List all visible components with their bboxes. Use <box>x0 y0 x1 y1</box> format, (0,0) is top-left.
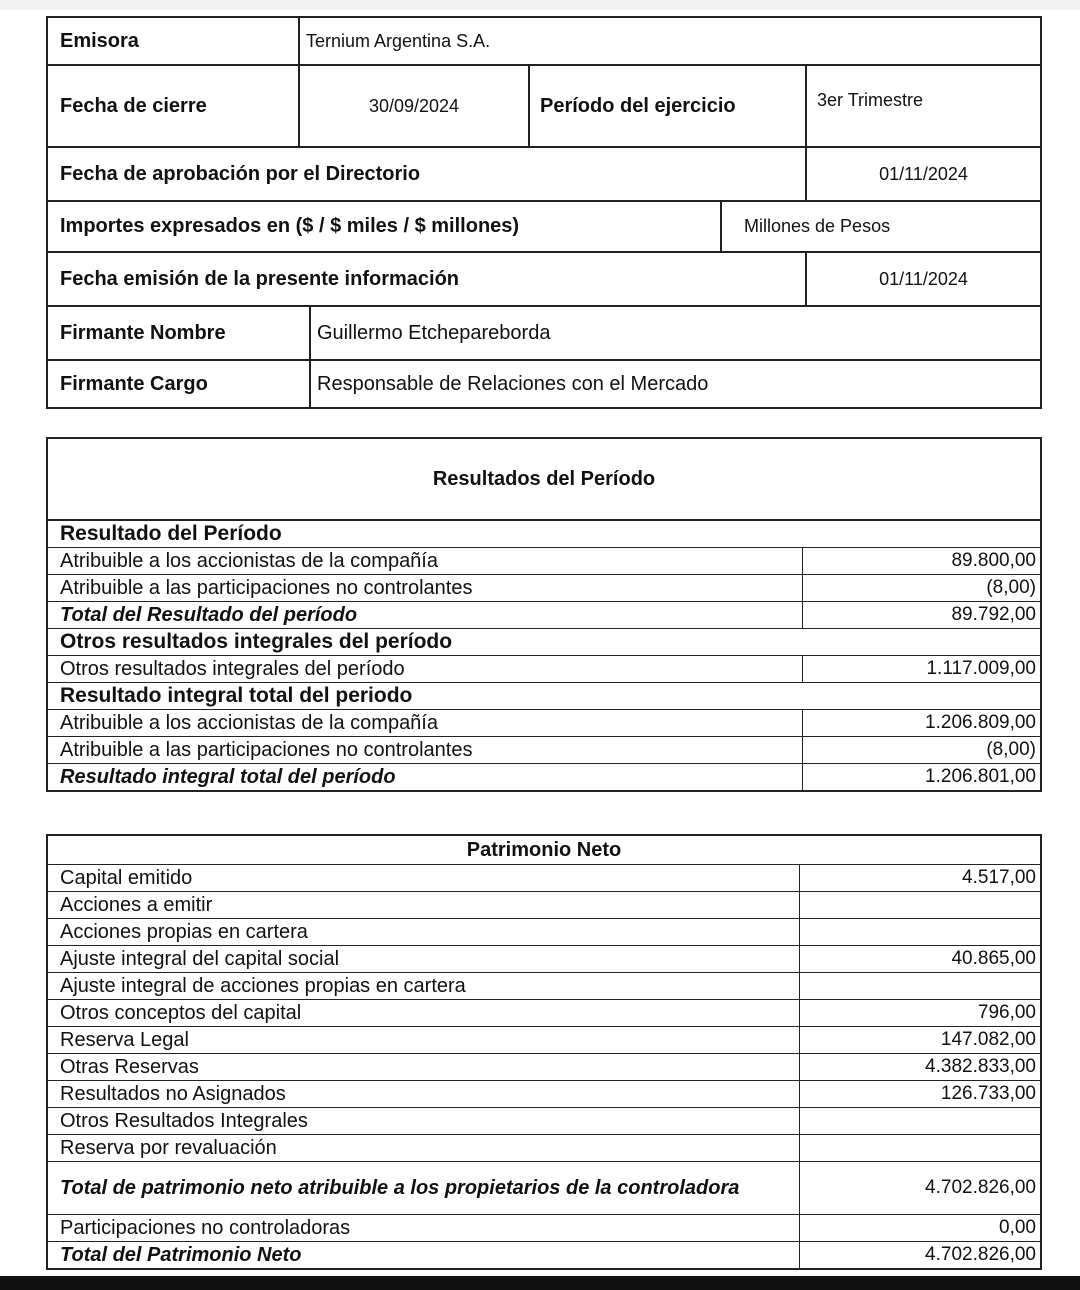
row-value: 4.702.826,00 <box>925 1177 1036 1198</box>
row-value: (8,00) <box>986 739 1036 760</box>
periodo-value: 3er Trimestre <box>805 66 1040 146</box>
row-value: 126.733,00 <box>940 1083 1036 1104</box>
table-row <box>48 710 1040 737</box>
row-label: Resultado del Período <box>60 522 282 545</box>
row-value: 4.382.833,00 <box>925 1056 1036 1077</box>
row-label: Resultado integral total del periodo <box>60 684 413 707</box>
row-label: Ajuste integral del capital social <box>48 946 800 972</box>
emision-value: 01/11/2024 <box>805 253 1040 305</box>
table-row <box>48 1054 1040 1081</box>
row-emision <box>46 253 1042 307</box>
row-value: 147.082,00 <box>940 1029 1036 1050</box>
row-label: Resultado integral total del período <box>48 764 803 790</box>
row-label: Otros resultados integrales del período <box>60 630 453 653</box>
table-row <box>48 1242 1040 1268</box>
row-fecha-cierre <box>46 66 1042 148</box>
emisora-value: Ternium Argentina S.A. <box>298 18 1040 64</box>
row-label: Total del Resultado del período <box>48 602 803 628</box>
row-label: Reserva Legal <box>48 1027 800 1053</box>
table-row <box>48 1215 1040 1242</box>
table-row <box>48 764 1040 790</box>
row-value <box>800 892 1040 918</box>
table-row <box>48 946 1040 973</box>
row-value <box>800 919 1040 945</box>
table-row <box>48 973 1040 1000</box>
row-label: Capital emitido <box>48 865 800 891</box>
page-bottom-edge <box>0 1276 1080 1290</box>
table-row <box>48 521 1040 548</box>
table-row <box>48 629 1040 656</box>
row-firmante-cargo <box>46 361 1042 409</box>
row-value: 4.702.826,00 <box>925 1244 1036 1265</box>
row-importes <box>46 202 1042 253</box>
row-label: Atribuible a las participaciones no controlantes <box>48 737 803 763</box>
patrimonio-table <box>46 834 1042 1270</box>
patrimonio-title: Patrimonio Neto <box>48 836 1040 865</box>
fecha-cierre-label: Fecha de cierre <box>60 94 207 117</box>
row-label: Acciones a emitir <box>48 892 800 918</box>
firmante-cargo-value: Responsable de Relaciones con el Mercado <box>309 361 1040 407</box>
table-row <box>48 1108 1040 1135</box>
emision-label: Fecha emisión de la presente información <box>60 267 460 290</box>
table-row <box>48 1162 1040 1215</box>
row-label: Otros conceptos del capital <box>48 1000 800 1026</box>
row-value: 89.800,00 <box>951 550 1036 571</box>
row-label: Ajuste integral de acciones propias en cartera <box>48 973 800 999</box>
row-value: 1.206.801,00 <box>925 766 1036 787</box>
row-label: Resultados no Asignados <box>48 1081 800 1107</box>
importes-value: Millones de Pesos <box>720 202 1040 251</box>
aprobacion-label: Fecha de aprobación por el Directorio <box>60 162 421 185</box>
table-row <box>48 683 1040 710</box>
row-value <box>800 973 1040 999</box>
table-row <box>48 1000 1040 1027</box>
row-label: Total del Patrimonio Neto <box>48 1242 800 1268</box>
firmante-cargo-label: Firmante Cargo <box>60 372 208 395</box>
row-label: Atribuible a los accionistas de la compañía <box>48 548 803 574</box>
table-row <box>48 865 1040 892</box>
row-emisora <box>46 16 1042 66</box>
row-label: Acciones propias en cartera <box>48 919 800 945</box>
row-label: Otras Reservas <box>48 1054 800 1080</box>
row-aprobacion <box>46 148 1042 202</box>
row-value: 89.792,00 <box>951 604 1036 625</box>
table-row <box>48 602 1040 629</box>
page-top-edge <box>0 0 1080 10</box>
table-row <box>48 737 1040 764</box>
table-row <box>48 892 1040 919</box>
row-firmante-nombre <box>46 307 1042 361</box>
resultados-title: Resultados del Período <box>48 439 1040 521</box>
row-value: (8,00) <box>986 577 1036 598</box>
row-value <box>800 1108 1040 1134</box>
periodo-label: Período del ejercicio <box>528 66 805 146</box>
importes-label: Importes expresados en ($ / $ miles / $ millones) <box>60 215 520 237</box>
aprobacion-value: 01/11/2024 <box>805 148 1040 200</box>
table-row <box>48 1135 1040 1162</box>
row-value: 1.117.009,00 <box>926 658 1036 679</box>
table-row <box>48 656 1040 683</box>
row-label: Participaciones no controladoras <box>48 1215 800 1241</box>
firmante-nombre-value: Guillermo Etchepareborda <box>309 307 1040 359</box>
fecha-cierre-value: 30/09/2024 <box>298 66 528 146</box>
row-label: Reserva por revaluación <box>48 1135 800 1161</box>
table-row <box>48 548 1040 575</box>
row-label: Otros resultados integrales del período <box>48 656 803 682</box>
row-value: 0,00 <box>999 1217 1036 1238</box>
row-value: 40.865,00 <box>951 948 1036 969</box>
row-value: 796,00 <box>977 1002 1036 1023</box>
row-label: Total de patrimonio neto atribuible a los propietarios de la controladora <box>48 1162 800 1214</box>
row-label: Otros Resultados Integrales <box>48 1108 800 1134</box>
row-value: 4.517,00 <box>962 867 1036 888</box>
row-label: Atribuible a los accionistas de la compañía <box>48 710 803 736</box>
table-row <box>48 919 1040 946</box>
table-row <box>48 1081 1040 1108</box>
table-row <box>48 575 1040 602</box>
table-row <box>48 1027 1040 1054</box>
firmante-nombre-label: Firmante Nombre <box>60 321 226 344</box>
emisora-label: Emisora <box>60 29 139 52</box>
issuer-info-table <box>46 16 1042 409</box>
row-value <box>800 1135 1040 1161</box>
resultados-table <box>46 437 1042 792</box>
row-value: 1.206.809,00 <box>925 712 1036 733</box>
row-label: Atribuible a las participaciones no controlantes <box>48 575 803 601</box>
